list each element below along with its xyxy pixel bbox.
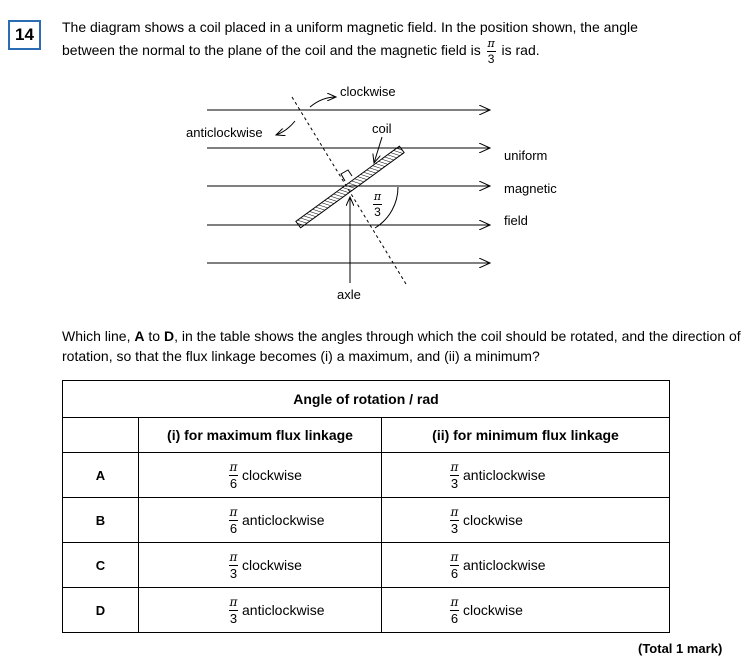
option-letter: D: [63, 588, 139, 633]
table-header: Angle of rotation / rad: [63, 381, 670, 418]
rotation-direction: anticlockwise: [242, 512, 325, 528]
fraction-denominator: 3: [229, 565, 238, 581]
fraction-denominator: 3: [229, 610, 238, 626]
rotation-direction: anticlockwise: [463, 557, 546, 573]
fraction-numerator: π: [229, 504, 238, 519]
angle-fraction: [373, 191, 382, 218]
diagram-label-magnetic: magnetic: [504, 181, 557, 196]
min-flux-cell: [382, 588, 670, 633]
fraction-numerator: π: [229, 549, 238, 564]
fraction-numerator: π: [373, 190, 382, 203]
fraction-numerator: π: [487, 37, 495, 50]
answer-table: [62, 380, 670, 633]
table-row[interactable]: [63, 453, 670, 498]
column-header-max: (i) for maximum flux linkage: [139, 418, 382, 453]
fraction-numerator: π: [450, 504, 459, 519]
option-letter: A: [63, 453, 139, 498]
clockwise-arrow: [310, 97, 336, 107]
fraction-denominator: 6: [450, 610, 459, 626]
fraction-denominator: 6: [229, 520, 238, 536]
fraction-denominator: 6: [229, 475, 238, 491]
diagram-label-coil: coil: [372, 121, 392, 136]
fraction: [229, 461, 238, 490]
fraction-denominator: 3: [487, 52, 495, 66]
min-flux-cell: [382, 453, 670, 498]
intro-line-2-prefix: between the normal to the plane of the coil and the magnetic field is: [62, 42, 481, 59]
prompt-part-2: to: [144, 328, 164, 344]
rotation-direction: clockwise: [242, 557, 302, 573]
option-letter: B: [63, 498, 139, 543]
column-header-min: (ii) for minimum flux linkage: [382, 418, 670, 453]
anticlockwise-arrow: [276, 121, 295, 135]
rotation-direction: clockwise: [463, 512, 523, 528]
prompt-option-a: A: [134, 328, 145, 344]
max-flux-cell: [139, 543, 382, 588]
fraction: [229, 551, 238, 580]
fraction-denominator: 3: [374, 205, 381, 219]
fraction-numerator: π: [450, 549, 459, 564]
rotation-direction: anticlockwise: [242, 602, 325, 618]
option-letter: C: [63, 543, 139, 588]
min-flux-cell: [382, 498, 670, 543]
max-flux-cell: [139, 498, 382, 543]
fraction-denominator: 3: [450, 520, 459, 536]
intro-line-2-suffix: is rad.: [501, 42, 540, 59]
rotation-direction: anticlockwise: [463, 467, 546, 483]
fraction: [229, 506, 238, 535]
prompt-part-3: , in the table shows the angles through which the coil should be rotated, and the direction of rotation, so that the flux linkage becomes (i) a maximum, and (ii) a minimum?: [62, 328, 741, 364]
fraction: [450, 596, 459, 625]
diagram-label-clockwise: clockwise: [340, 84, 396, 99]
fraction: [450, 551, 459, 580]
question-number: 14: [8, 20, 41, 50]
fraction-numerator: π: [450, 459, 459, 474]
prompt-option-d: D: [163, 328, 175, 344]
table-row[interactable]: [63, 588, 670, 633]
rotation-direction: clockwise: [242, 467, 302, 483]
prompt-part-1: Which line,: [62, 328, 135, 344]
fraction-numerator: π: [450, 594, 459, 609]
fraction-numerator: π: [229, 594, 238, 609]
total-marks: (Total 1 mark): [638, 641, 723, 656]
diagram-label-axle: axle: [337, 287, 361, 302]
max-flux-cell: [139, 453, 382, 498]
fraction: [450, 461, 459, 490]
table-corner-cell: [63, 418, 139, 453]
diagram-label-anticlockwise: anticlockwise: [186, 125, 263, 140]
diagram-angle-label: [371, 191, 384, 218]
table-row[interactable]: [63, 543, 670, 588]
question-prompt: [62, 326, 742, 366]
fraction-denominator: 3: [450, 475, 459, 491]
max-flux-cell: [139, 588, 382, 633]
table-row[interactable]: [63, 498, 670, 543]
diagram-label-uniform: uniform: [504, 148, 548, 163]
fraction-numerator: π: [229, 459, 238, 474]
min-flux-cell: [382, 543, 670, 588]
intro-line-1: The diagram shows a coil placed in a uniform magnetic field. In the position shown, the angle: [62, 19, 638, 35]
fraction: [229, 596, 238, 625]
diagram-label-field: field: [504, 213, 528, 228]
rotation-direction: clockwise: [463, 602, 523, 618]
fraction: [450, 506, 459, 535]
fraction-denominator: 6: [450, 565, 459, 581]
